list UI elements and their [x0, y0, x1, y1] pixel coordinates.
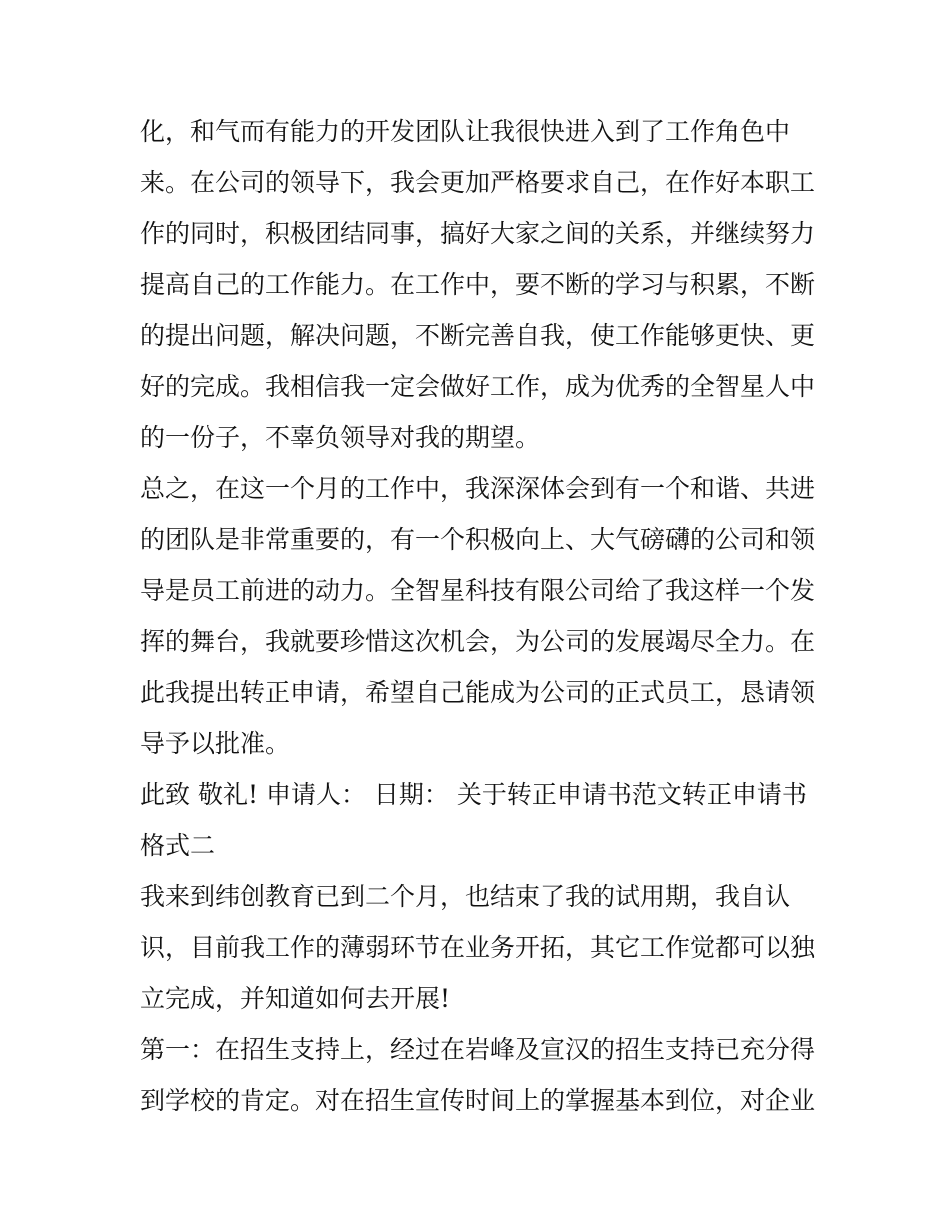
text-line: 第一：在招生支持上，经过在岩峰及宣汉的招生支持已充分得 — [140, 1035, 816, 1064]
text-line: 此我提出转正申请，希望自己能成为公司的正式员工，恳请领 — [140, 678, 816, 707]
text-line: 来。在公司的领导下，我会更加严格要求自己，在作好本职工 — [140, 168, 816, 197]
text-line: 我来到纬创教育已到二个月，也结束了我的试用期，我自认 — [140, 882, 791, 911]
text-line: 化，和气而有能力的开发团队让我很快进入到了工作角色中 — [140, 117, 791, 146]
text-line: 总之，在这一个月的工作中，我深深体会到有一个和谐、共进 — [140, 474, 816, 503]
text-line: 导予以批准。 — [140, 729, 291, 758]
text-line: 到学校的肯定。对在招生宣传时间上的掌握基本到位，对企业 — [140, 1086, 816, 1115]
text-line: 挥的舞台，我就要珍惜这次机会，为公司的发展竭尽全力。在 — [140, 627, 816, 656]
text-line: 此致 敬礼! 申请人： 日期： 关于转正申请书范文转正申请书 — [140, 780, 807, 809]
text-line: 的一份子，不辜负领导对我的期望。 — [140, 423, 541, 452]
text-line: 格式二 — [140, 831, 216, 860]
text-line: 的提出问题，解决问题，不断完善自我，使工作能够更快、更 — [140, 321, 816, 350]
text-line: 立完成，并知道如何去开展! — [140, 984, 451, 1013]
text-line: 提高自己的工作能力。在工作中，要不断的学习与积累，不断 — [140, 270, 816, 299]
text-line: 的团队是非常重要的，有一个积极向上、大气磅礴的公司和领 — [140, 525, 816, 554]
text-line: 识，目前我工作的薄弱环节在业务开拓，其它工作觉都可以独 — [140, 933, 816, 962]
text-line: 好的完成。我相信我一定会做好工作，成为优秀的全智星人中 — [140, 372, 816, 401]
body-text — [140, 106, 820, 1126]
text-line: 作的同时，积极团结同事，搞好大家之间的关系，并继续努力 — [140, 219, 816, 248]
text-line: 导是员工前进的动力。全智星科技有限公司给了我这样一个发 — [140, 576, 816, 605]
